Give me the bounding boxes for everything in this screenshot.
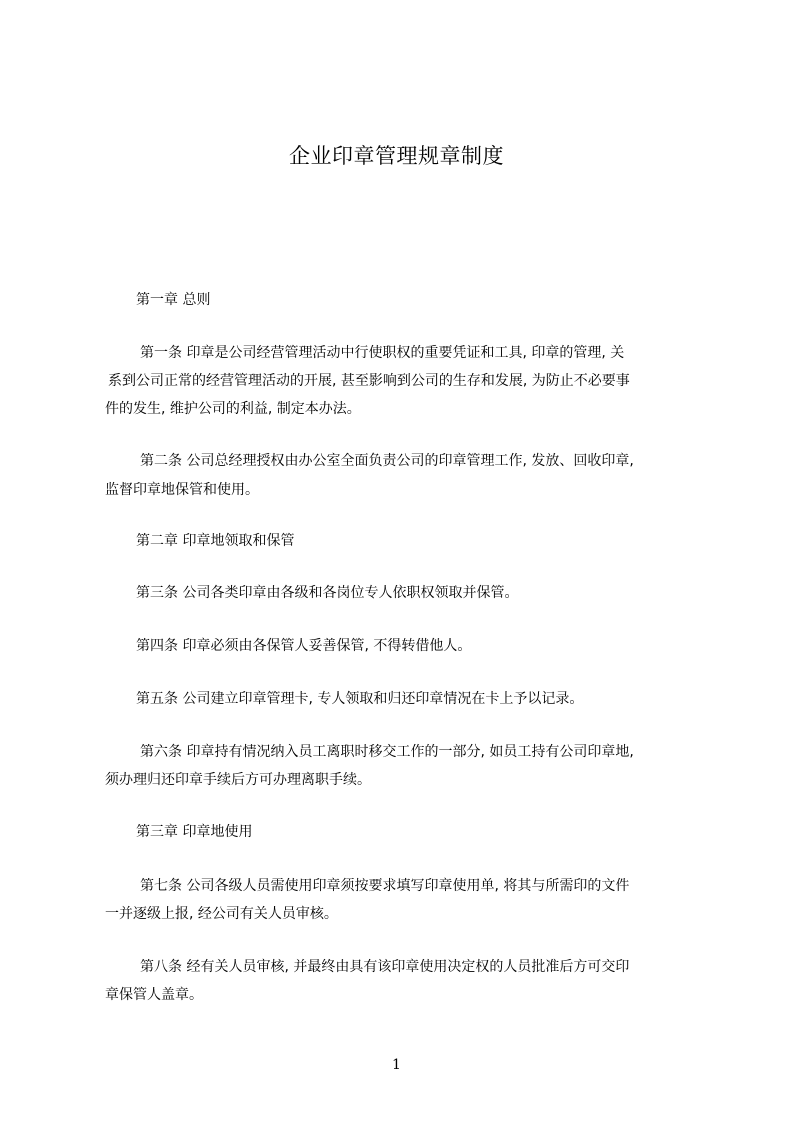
article-7-line-1: 第七条 公司各级人员需使用印章须按要求填写印章使用单, 将其与所需印的文件 xyxy=(140,878,630,894)
article-7-line-2: 一并逐级上报, 经公司有关人员审核。 xyxy=(105,906,338,922)
article-3: 第三条 公司各类印章由各级和各岗位专人依职权领取并保管。 xyxy=(136,585,519,601)
chapter-heading-3: 第三章 印章地使用 xyxy=(136,824,253,840)
page-number: 1 xyxy=(392,1057,401,1073)
article-1-line-2: 系到公司正常的经营管理活动的开展, 甚至影响到公司的生存和发展, 为防止不必要事 xyxy=(108,373,630,389)
article-2-line-1: 第二条 公司总经理授权由办公室全面负责公司的印章管理工作, 发放、回收印章, xyxy=(140,453,634,469)
article-8-line-1: 第八条 经有关人员审核, 并最终由具有该印章使用决定权的人员批准后方可交印 xyxy=(140,959,630,975)
chapter-heading-2: 第二章 印章地领取和保管 xyxy=(136,533,295,549)
article-4: 第四条 印章必须由各保管人妥善保管, 不得转借他人。 xyxy=(136,638,472,654)
article-5: 第五条 公司建立印章管理卡, 专人领取和归还印章情况在卡上予以记录。 xyxy=(136,691,584,707)
article-6-line-1: 第六条 印章持有情况纳入员工离职时移交工作的一部分, 如员工持有公司印章地, xyxy=(140,744,634,760)
article-2-line-2: 监督印章地保管和使用。 xyxy=(105,482,259,498)
article-1-line-1: 第一条 印章是公司经营管理活动中行使职权的重要凭证和工具, 印章的管理, 关 xyxy=(140,345,625,361)
document-title: 企业印章管理规章制度 xyxy=(289,144,504,168)
article-1-line-3: 件的发生, 维护公司的利益, 制定本办法。 xyxy=(105,401,361,417)
article-8-line-2: 章保管人盖章。 xyxy=(105,987,203,1003)
chapter-heading-1: 第一章 总则 xyxy=(136,292,211,308)
article-6-line-2: 须办理归还印章手续后方可办理离职手续。 xyxy=(105,772,371,788)
